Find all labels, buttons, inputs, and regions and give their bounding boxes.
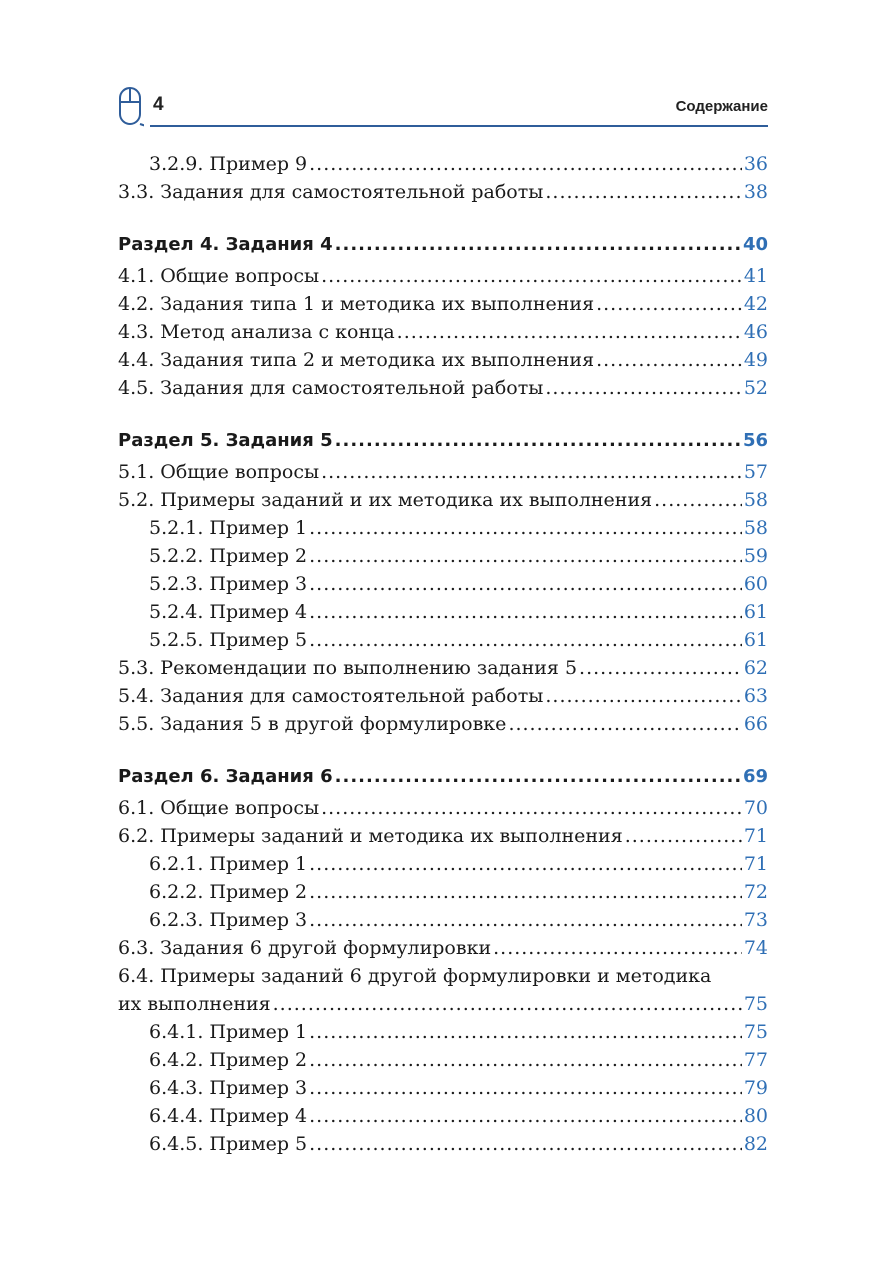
toc-page-link[interactable]: 46: [743, 321, 768, 343]
toc-entry-label: Раздел 5. Задания 5: [118, 430, 333, 451]
toc-entry[interactable]: [118, 1102, 768, 1130]
dot-leader: [309, 150, 742, 178]
dot-leader: [273, 990, 742, 1018]
toc-entry[interactable]: [118, 598, 768, 626]
toc-page-link[interactable]: 80: [743, 1105, 768, 1127]
toc-block: [118, 760, 768, 1158]
toc-entry-label: 4.1. Общие вопросы: [118, 265, 320, 287]
toc-section-heading[interactable]: [118, 228, 768, 262]
dot-leader: [309, 1130, 742, 1158]
toc-entry-label: 6.4.4. Пример 4: [149, 1105, 308, 1127]
dot-leader: [596, 346, 742, 374]
dot-leader: [309, 1074, 742, 1102]
toc-entry[interactable]: [118, 346, 768, 374]
toc-block: [118, 424, 768, 738]
dot-leader: [309, 514, 742, 542]
toc-page-link[interactable]: 79: [743, 1077, 768, 1099]
toc-page-link[interactable]: 70: [743, 797, 768, 819]
toc-entry[interactable]: [118, 1074, 768, 1102]
toc-page-link[interactable]: 41: [743, 265, 768, 287]
header-rule: [150, 125, 768, 127]
dot-leader: [309, 850, 742, 878]
toc-entry[interactable]: [118, 682, 768, 710]
toc-entry-label: 5.2.1. Пример 1: [149, 517, 308, 539]
dot-leader: [397, 318, 742, 346]
toc-page-link[interactable]: 60: [743, 573, 768, 595]
toc-entry[interactable]: [118, 794, 768, 822]
dot-leader: [309, 1102, 742, 1130]
toc-page-link[interactable]: 36: [743, 153, 768, 175]
dot-leader: [309, 1046, 742, 1074]
toc-page-link[interactable]: 61: [743, 629, 768, 651]
dot-leader: [493, 934, 742, 962]
toc-entry-label: 3.2.9. Пример 9: [149, 153, 308, 175]
toc-entry[interactable]: [118, 1046, 768, 1074]
dot-leader: [545, 178, 741, 206]
toc-entry[interactable]: [118, 878, 768, 906]
toc-entry-label: 5.2.3. Пример 3: [149, 573, 308, 595]
toc-entry[interactable]: [118, 542, 768, 570]
page-number: 4: [153, 94, 164, 115]
toc-entry-label: Раздел 6. Задания 6: [118, 766, 333, 787]
toc-entry[interactable]: [118, 850, 768, 878]
dot-leader: [309, 906, 742, 934]
toc-entry-label: 5.2. Примеры заданий и их методика их выполнения: [118, 489, 653, 511]
dot-leader: [625, 822, 742, 850]
toc-entry[interactable]: [118, 990, 768, 1018]
toc-page-link[interactable]: 75: [743, 993, 768, 1015]
toc-entry[interactable]: [118, 1018, 768, 1046]
toc-entry-label: их выполнения: [118, 993, 271, 1015]
toc-entry[interactable]: [118, 178, 768, 206]
toc-entry-label: 6.4.2. Пример 2: [149, 1049, 308, 1071]
toc-entry-label[interactable]: 6.4. Примеры заданий 6 другой формулировки и методика: [118, 965, 712, 987]
dot-leader: [309, 1018, 742, 1046]
dot-leader: [596, 290, 742, 318]
toc-entry-label: 6.3. Задания 6 другой формулировки: [118, 937, 492, 959]
toc-entry[interactable]: [118, 710, 768, 738]
toc-entry-label: 6.2.1. Пример 1: [149, 853, 308, 875]
toc-page-link[interactable]: 63: [743, 685, 768, 707]
dot-leader: [309, 542, 742, 570]
dot-leader: [335, 228, 741, 262]
toc-entry[interactable]: [118, 906, 768, 934]
dot-leader: [309, 626, 742, 654]
toc-page-link[interactable]: 38: [743, 181, 768, 203]
toc-entry[interactable]: [118, 262, 768, 290]
toc-entry-label: 6.2.2. Пример 2: [149, 881, 308, 903]
toc-entry-label: 5.2.5. Пример 5: [149, 629, 308, 651]
toc-page-link[interactable]: 66: [743, 713, 768, 735]
toc-page-link[interactable]: 61: [743, 601, 768, 623]
toc-page-link[interactable]: 40: [742, 234, 768, 255]
toc-entry-label: 6.4.1. Пример 1: [149, 1021, 308, 1043]
toc-entry-label: 5.4. Задания для самостоятельной работы: [118, 685, 544, 707]
page-header: [118, 82, 768, 128]
toc-page-link[interactable]: 74: [743, 937, 768, 959]
toc-entry[interactable]: [118, 374, 768, 402]
toc-section-heading[interactable]: [118, 760, 768, 794]
toc-entry-label: 3.3. Задания для самостоятельной работы: [118, 181, 544, 203]
toc-page-link[interactable]: 71: [743, 853, 768, 875]
dot-leader: [335, 760, 741, 794]
toc-entry-label: 6.2. Примеры заданий и методика их выполнения: [118, 825, 623, 847]
toc-entry-label: Раздел 4. Задания 4: [118, 234, 333, 255]
toc-page-link[interactable]: 56: [742, 430, 768, 451]
toc-entry[interactable]: [118, 934, 768, 962]
toc-entry-label: 5.2.2. Пример 2: [149, 545, 308, 567]
toc-page-link[interactable]: 49: [743, 349, 768, 371]
dot-leader: [335, 424, 741, 458]
toc-block: [118, 228, 768, 402]
toc-entry-label: 4.3. Метод анализа с конца: [118, 321, 395, 343]
toc-entry[interactable]: [118, 654, 768, 682]
dot-leader: [579, 654, 742, 682]
toc-entry-label: 5.5. Задания 5 в другой формулировке: [118, 713, 507, 735]
toc-entry[interactable]: [118, 514, 768, 542]
toc-page-link[interactable]: 69: [742, 766, 768, 787]
toc-page-link[interactable]: 73: [743, 909, 768, 931]
toc-page-link[interactable]: 58: [743, 489, 768, 511]
toc-page-link[interactable]: 82: [743, 1133, 768, 1155]
dot-leader: [545, 374, 741, 402]
toc-entry-label: 6.4.3. Пример 3: [149, 1077, 308, 1099]
toc-entry-label: 4.2. Задания типа 1 и методика их выполнения: [118, 293, 595, 315]
toc-entry-label: 4.5. Задания для самостоятельной работы: [118, 377, 544, 399]
toc-page-link[interactable]: 77: [743, 1049, 768, 1071]
toc-page-link[interactable]: 59: [743, 545, 768, 567]
toc-page-link[interactable]: 58: [743, 517, 768, 539]
toc-entry-label: 4.4. Задания типа 2 и методика их выполнения: [118, 349, 595, 371]
dot-leader: [508, 710, 741, 738]
dot-leader: [321, 262, 742, 290]
dot-leader: [309, 570, 742, 598]
toc-entry-label: 6.1. Общие вопросы: [118, 797, 320, 819]
running-title: Содержание: [675, 98, 768, 115]
dot-leader: [309, 878, 742, 906]
toc-page-link[interactable]: 62: [743, 657, 768, 679]
toc-entry[interactable]: [118, 570, 768, 598]
toc-entry-label: 5.2.4. Пример 4: [149, 601, 308, 623]
table-of-contents: [118, 150, 768, 1158]
toc-entry-label: 6.4.5. Пример 5: [149, 1133, 308, 1155]
dot-leader: [321, 458, 742, 486]
toc-block: [118, 150, 768, 206]
toc-entry-label: 6.2.3. Пример 3: [149, 909, 308, 931]
computer-mouse-icon: [118, 82, 144, 128]
dot-leader: [654, 486, 742, 514]
toc-entry[interactable]: [118, 626, 768, 654]
toc-page-link[interactable]: 71: [743, 825, 768, 847]
toc-entry[interactable]: [118, 150, 768, 178]
toc-page-link[interactable]: 72: [743, 881, 768, 903]
toc-entry[interactable]: [118, 458, 768, 486]
toc-page-link[interactable]: 75: [743, 1021, 768, 1043]
dot-leader: [545, 682, 741, 710]
toc-page-link[interactable]: 57: [743, 461, 768, 483]
toc-page-link[interactable]: 52: [743, 377, 768, 399]
toc-entry[interactable]: [118, 1130, 768, 1158]
toc-entry[interactable]: [118, 318, 768, 346]
toc-entry-label: 5.3. Рекомендации по выполнению задания 5: [118, 657, 578, 679]
dot-leader: [321, 794, 742, 822]
toc-section-heading[interactable]: [118, 424, 768, 458]
toc-page-link[interactable]: 42: [743, 293, 768, 315]
toc-entry-label: 5.1. Общие вопросы: [118, 461, 320, 483]
dot-leader: [309, 598, 742, 626]
toc-entry[interactable]: [118, 486, 768, 514]
toc-entry[interactable]: [118, 290, 768, 318]
toc-entry[interactable]: [118, 822, 768, 850]
